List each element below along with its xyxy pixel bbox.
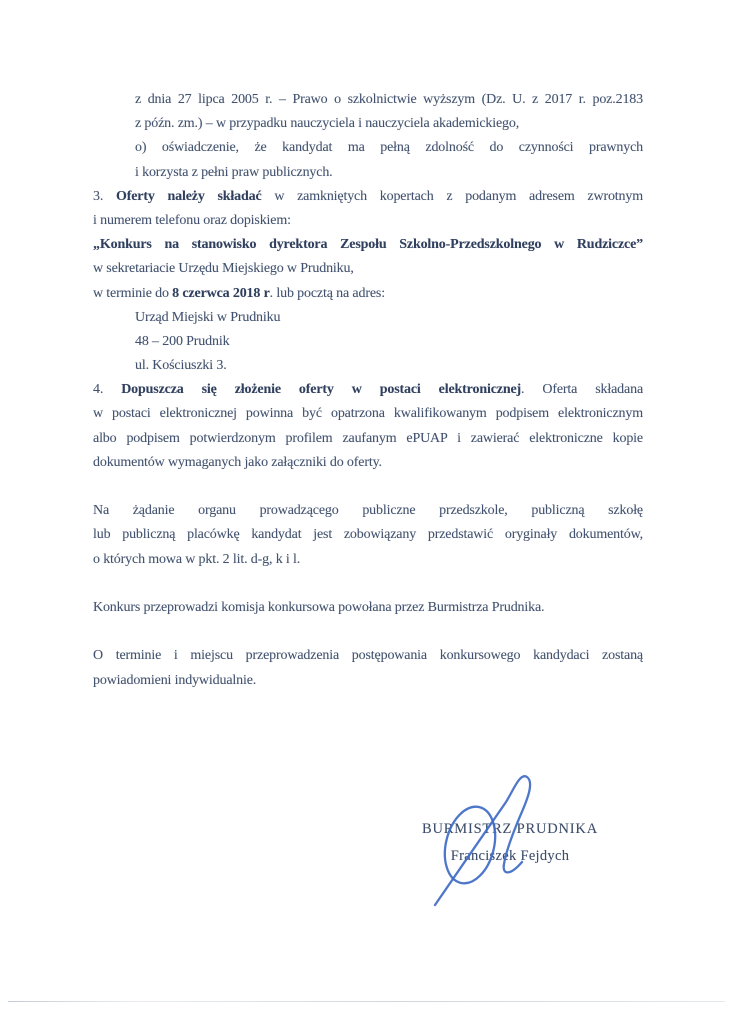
text-line [93, 523, 643, 547]
text-segment: 48 – 200 Prudnik [135, 333, 230, 349]
bold-text-segment: Oferty należy składać [115, 188, 262, 204]
text-segment: 4. [93, 382, 122, 398]
blank-line [93, 572, 643, 596]
text-line [93, 378, 643, 402]
text-line [93, 306, 643, 330]
text-segment: Konkurs przeprowadzi komisja konkursowa powołana przez Burmistrza Prudnika. [93, 599, 545, 615]
text-segment: i korzysta z pełni praw publicznych. [135, 164, 333, 180]
text-line [93, 330, 643, 354]
signature-block [395, 820, 625, 865]
text-segment: i numerem telefonu oraz dopiskiem: [93, 212, 291, 228]
blank-line [93, 620, 643, 644]
text-line [93, 644, 643, 668]
text-line [93, 209, 643, 233]
text-line [93, 112, 643, 136]
text-segment: o których mowa w pkt. 2 lit. d-g, k i l. [93, 551, 301, 567]
text-segment: Urząd Miejski w Prudniku [135, 309, 281, 325]
text-line [93, 233, 643, 257]
text-segment: o) oświadczenie, że kandydat ma pełną zdolność do czynności prawnych [135, 140, 643, 156]
bold-text-segment: Dopuszcza się złożenie oferty w postaci elektronicznej [121, 382, 522, 398]
text-line [93, 88, 643, 112]
bold-text-segment: „Konkurs na stanowisko dyrektora Zespołu Szkolno-Przedszkolnego w Rudziczce” [93, 237, 643, 253]
blank-line [93, 475, 643, 499]
text-segment: w zamkniętych kopertach z podanym adresem zwrotnym [261, 188, 643, 204]
text-line [93, 136, 643, 160]
text-segment: lub publiczną placówkę kandydat jest zobowiązany przedstawić oryginały dokumentów, [93, 527, 643, 543]
document-body [93, 88, 643, 693]
text-segment: Na żądanie organu prowadzącego publiczne przedszkole, publiczną szkołę [93, 503, 643, 519]
text-line [93, 257, 643, 281]
text-segment: powiadomieni indywidualnie. [93, 672, 257, 688]
signatory-title: BURMISTRZ PRUDNIKA [422, 821, 598, 837]
text-line [93, 185, 643, 209]
text-segment: w postaci elektronicznej powinna być opatrzona kwalifikowanym podpisem elektronicznym [93, 406, 643, 422]
text-line [93, 596, 643, 620]
text-segment: 3. [93, 188, 116, 204]
text-segment: z późn. zm.) – w przypadku nauczyciela i nauczyciela akademickiego, [135, 116, 520, 132]
text-segment: w sekretariacie Urzędu Miejskiego w Prudniku, [93, 261, 354, 277]
text-line [93, 669, 643, 693]
text-line [93, 402, 643, 426]
text-segment: . lub pocztą na adres: [269, 285, 385, 301]
scan-artifact-line [8, 1001, 725, 1002]
text-segment: O terminie i miejscu przeprowadzenia postępowania konkursowego kandydaci zostaną [93, 648, 643, 664]
text-line [93, 161, 643, 185]
text-segment: albo podpisem potwierdzonym profilem zaufanym ePUAP i zawierać elektroniczne kopie [93, 430, 643, 446]
text-segment: ul. Kościuszki 3. [135, 358, 227, 374]
text-line [93, 427, 643, 451]
text-line [93, 499, 643, 523]
text-segment: z dnia 27 lipca 2005 r. – Prawo o szkolnictwie wyższym (Dz. U. z 2017 r. poz.2183 [135, 92, 643, 107]
text-segment: w terminie do [93, 285, 173, 301]
text-line [93, 354, 643, 378]
bold-text-segment: 8 czerwca 2018 r [172, 285, 270, 301]
signatory-name: Franciszek Fejdych [450, 848, 570, 864]
text-line [93, 548, 643, 572]
text-line [93, 282, 643, 306]
text-line [93, 451, 643, 475]
text-segment: . Oferta składana [521, 382, 643, 398]
text-segment: dokumentów wymaganych jako załączniki do oferty. [93, 454, 382, 470]
